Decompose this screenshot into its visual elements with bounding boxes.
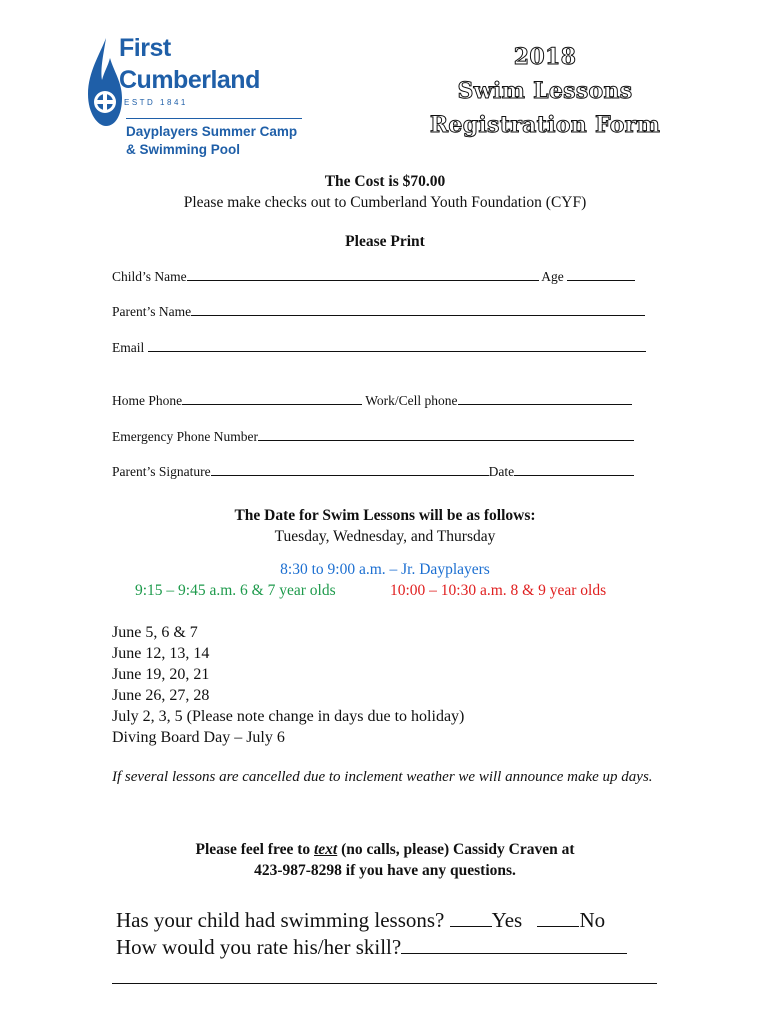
swim-lessons-question-row [116,908,661,933]
contact-line2: 423-987-8298 if you have any questions. [254,862,516,879]
slot-six-seven: 9:15 – 9:45 a.m. 6 & 7 year olds [135,582,336,599]
list-item: June 19, 20, 21 [112,666,210,683]
parent-signature-field[interactable] [211,463,489,476]
no-field[interactable] [537,910,579,927]
cost-heading: The Cost is $70.00 [324,173,446,190]
no-label: No [579,908,606,932]
skill-question: How would you rate his/her skill? [116,935,402,959]
list-item: June 5, 6 & 7 [112,624,198,641]
yes-label: Yes [491,908,523,932]
swim-lessons-question: Has your child had swimming lessons? [116,908,445,932]
skill-extra-line[interactable] [112,983,657,984]
home-phone-field[interactable] [182,392,362,405]
list-item: July 2, 3, 5 (Please note change in days due to holiday) [112,708,465,725]
child-name-row [112,268,657,285]
email-row [112,339,657,356]
camp-name-line1: Dayplayers Summer Camp [126,124,298,139]
emergency-phone-label: Emergency Phone Number [112,429,258,444]
title-year: 2018 [513,44,577,70]
yes-field[interactable] [450,910,492,927]
age-field[interactable] [567,268,635,281]
email-field[interactable] [148,339,646,352]
brand-name-first: First [119,34,171,62]
email-label: Email [112,340,145,355]
home-phone-label: Home Phone [112,393,183,408]
title-registration-form: Registration Form [429,112,661,138]
contact-line1 [0,841,770,859]
parent-name-field[interactable] [191,303,645,316]
child-name-label: Child’s Name [112,269,187,284]
contact-text-word: text [314,841,338,858]
schedule-heading: The Date for Swim Lessons will be as follows: [234,507,536,524]
emergency-phone-field[interactable] [258,428,634,441]
please-print-heading: Please Print [345,233,425,250]
age-label: Age [541,269,564,284]
cost-checks-note: Please make checks out to Cumberland Youth Foundation (CYF) [183,194,587,211]
schedule-days: Tuesday, Wednesday, and Thursday [274,528,496,545]
parent-signature-label: Parent’s Signature [112,464,211,479]
logo-divider [126,118,302,119]
title-swim-lessons: Swim Lessons [457,78,633,104]
work-phone-field[interactable] [458,392,632,405]
emergency-phone-row [112,428,657,445]
date-field[interactable] [514,463,634,476]
list-item: June 12, 13, 14 [112,645,210,662]
camp-name-line2: & Swimming Pool [126,142,241,157]
slot-jr-dayplayers: 8:30 to 9:00 a.m. – Jr. Dayplayers [280,561,490,578]
date-label: Date [488,464,515,479]
child-name-field[interactable] [187,268,539,281]
slot-eight-nine: 10:00 – 10:30 a.m. 8 & 9 year olds [390,582,607,599]
skill-field[interactable] [401,937,627,954]
contact-prefix: Please feel free to [195,841,311,858]
signature-row [112,463,657,480]
form-title [420,40,670,142]
skill-question-row [116,935,661,960]
flame-logo-icon [84,36,124,132]
list-item: Diving Board Day – July 6 [112,729,285,746]
list-item: June 26, 27, 28 [112,687,210,704]
parent-name-row [112,303,657,320]
phone-row [112,392,657,409]
parent-name-label: Parent’s Name [112,304,192,319]
brand-name-cumberland: Cumberland [119,66,260,94]
brand-established: ESTD 1841 [124,98,188,107]
work-phone-label: Work/Cell phone [365,393,458,408]
weather-note: If several lessons are cancelled due to inclement weather we will announce make up days. [112,769,653,785]
contact-suffix: (no calls, please) Cassidy Craven at [341,841,575,858]
lesson-dates-list [112,622,464,748]
